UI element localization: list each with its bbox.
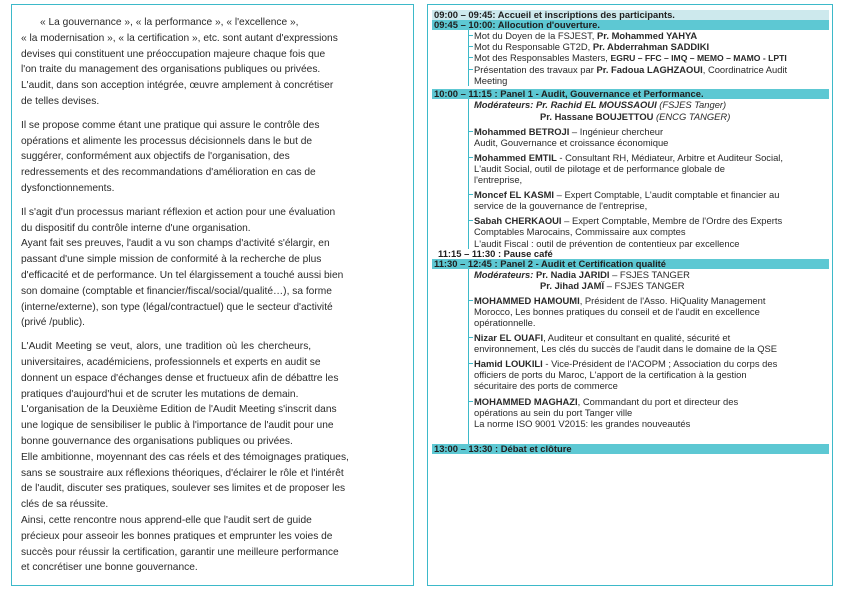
speaker-name: Hamid LOUKILI — [474, 358, 543, 370]
opening-item — [474, 30, 829, 41]
panel-1-moderators: Modérateurs: Pr. Rachid EL MOUSSAOUI (FSJES Tanger) — [474, 99, 727, 111]
speaker-topic: Comptables Marocains, Commissaire aux comptes — [474, 226, 686, 238]
speaker-entry — [474, 189, 829, 200]
speaker-topic: sécuritaire des ports de commerce — [474, 380, 618, 392]
intro-line: passant d'une simple mission de conformité à la recherche de plus — [21, 254, 322, 266]
speaker-topic: officiers de ports du Maroc, L'apport de la certification à la gestion — [474, 369, 747, 381]
opening-item-text: Présentation des travaux par — [474, 64, 597, 76]
panel-2-speakers — [474, 295, 829, 429]
opening-item — [474, 52, 829, 64]
opening-item-name: Pr. Fadoua LAGHZAOUI — [596, 64, 703, 76]
intro-line: sans se soustraire aux réflexions théoriques, d'éclairer le rôle et l'intérêt — [21, 467, 344, 479]
intro-line: de l'audit, discuter ses pratiques, soulever ses limites et de proposer les — [21, 483, 346, 495]
intro-paragraph — [21, 205, 405, 331]
intro-line: « La gouvernance », « la performance », « l'excellence », — [40, 17, 299, 28]
agenda-closing: 13:00 – 13:30 : Débat et clôture — [432, 444, 829, 454]
introduction-column — [11, 4, 414, 586]
speaker-topic: Morocco, Les bonnes pratiques du conseil et de l'audit en excellence — [474, 305, 760, 317]
speaker-name: MOHAMMED MAGHAZI — [474, 395, 578, 407]
agenda-welcome: 09:00 – 09:45: Accueil et inscriptions des participants. — [432, 10, 829, 20]
intro-line: Ayant fait ses preuves, l'audit a vu son champs d'activité s'élargir, en — [21, 238, 330, 250]
intro-line: bonne gouvernance des organisations publiques ou privées. — [21, 435, 293, 447]
panel-2-spacer — [474, 429, 829, 444]
opening-item — [474, 64, 829, 75]
intro-line: opérations et alimente les processus décisionnels dans le but de — [21, 135, 313, 147]
opening-item-role: , Coordinatrice Audit — [702, 64, 788, 76]
intro-line: succès pour réussir la certification, garantir une meilleure performance — [21, 546, 339, 558]
agenda-panel-2: 11:30 – 12:45 : Panel 2 - Audit et Certification qualité — [432, 259, 829, 269]
opening-item-name: EGRU – FFC – IMQ – MEMO – MAMO - LPTI — [610, 53, 787, 64]
speaker-topic: opérationnelle. — [474, 316, 536, 328]
intro-line: pratiques d'aujourd'hui et de scruter les mutations de demain. — [21, 388, 299, 400]
speaker-entry — [474, 295, 829, 306]
intro-line: L'audit, dans son acception intégrée, œuvre amplement à concrétiser — [21, 80, 334, 92]
opening-item — [474, 41, 829, 52]
intro-line: L'organisation de la Deuxième Edition de l'Audit Meeting s'inscrit dans — [21, 404, 337, 416]
intro-line: précieux pour asseoir les bonnes pratiques et emprunter les voies de — [21, 530, 333, 542]
opening-item-continued: Meeting — [474, 75, 508, 87]
speaker-topic: service de la gouvernance de l'entreprise, — [474, 200, 648, 212]
speaker-entry — [474, 126, 829, 137]
speaker-role: – Ingénieur chercheur — [569, 125, 664, 137]
opening-items — [468, 30, 829, 86]
opening-item-name: Pr. Abderrahman SADDIKI — [592, 41, 710, 53]
panel-2-moderators: Modérateurs: Pr. Nadia JARIDI – FSJES TANGER — [474, 268, 690, 280]
intro-paragraph — [21, 118, 405, 197]
intro-line: devises qui constituent une préoccupation majeure chaque fois que — [21, 48, 326, 60]
intro-paragraph — [21, 339, 405, 576]
speaker-topic: L'audit Social, outil de pilotage et de performance globale de — [474, 162, 725, 174]
speaker-name: Mohammed BETROJI — [474, 125, 570, 137]
opening-item-text: Mot du Responsable GT2D, — [474, 41, 593, 53]
speaker-role: - Consultant RH, Médiateur, Arbitre et Auditeur Social, — [556, 151, 783, 163]
panel-2-items — [468, 269, 829, 444]
intro-paragraph — [21, 15, 405, 110]
intro-line: Elle ambitionne, moyennant des cas réels et des témoignages pratiques, — [21, 451, 349, 463]
intro-line: de telles devises. — [21, 95, 100, 107]
speaker-entry — [474, 152, 829, 163]
agenda-opening: 09:45 – 10:00: Allocution d'ouverture. — [432, 20, 829, 30]
speaker-role: – Expert Comptable, Membre de l'Ordre des Experts — [561, 215, 783, 227]
intro-line: (interne/externe), son type (légal/contractuel) que le secteur d'activité — [21, 301, 333, 313]
intro-line: Il se propose comme étant une pratique qui assure le contrôle des — [21, 119, 320, 131]
speaker-entry — [474, 358, 829, 369]
speaker-topic: La norme ISO 9001 V2015: les grandes nouveautés — [474, 417, 691, 429]
opening-item-text: Mot du Doyen de la FSJEST, — [474, 30, 597, 41]
agenda-panel-1: 10:00 – 11:15 : Panel 1 - Audit, Gouvernance et Performance. — [432, 89, 829, 99]
intro-line: Ainsi, cette rencontre nous apprend-elle que l'audit sert de guide — [21, 514, 312, 526]
intro-line: Il s'agit d'un processus mariant réflexion et action pour une évaluation — [21, 206, 336, 218]
speaker-entry — [474, 215, 829, 226]
intro-line: suggérer, conformément aux objectifs de l'organisation, des — [21, 151, 290, 163]
speaker-topic: l'entreprise, — [474, 174, 523, 186]
speaker-role: - Vice-Président de l'ACOPM ; Association du corps des — [542, 358, 778, 370]
intro-line: L'Audit Meeting se veut, alors, une tradition où les chercheurs, — [21, 341, 312, 353]
intro-line: (privé /public). — [21, 317, 85, 329]
speaker-role: , Commandant du port et directeur des — [577, 395, 739, 407]
speaker-topic: opérations au sein du port Tanger ville — [474, 406, 633, 418]
intro-line: du dispositif du contrôle interne d'une organisation. — [21, 222, 251, 234]
speaker-name: Mohammed EMTIL — [474, 151, 557, 163]
speaker-topic: Audit, Gouvernance et croissance économique — [474, 136, 669, 148]
intro-line: l'on traite du management des organisations publiques ou privées. — [21, 64, 321, 76]
speaker-entry — [474, 396, 829, 407]
intro-line: universitaires, académiciens, professionnels et experts en audit se — [21, 356, 321, 368]
speaker-name: Sabah CHERKAOUI — [474, 215, 562, 227]
speaker-role: , Auditeur et consultant en qualité, sécurité et — [543, 332, 731, 344]
intro-line: et concrétiser une bonne gouvernance. — [21, 562, 198, 574]
intro-line: redressements et des recommandations d'amélioration en cas de — [21, 167, 316, 179]
intro-line: « la modernisation », « la certification », etc. sont autant d'expressions — [21, 32, 338, 44]
panel-1-items — [468, 99, 829, 248]
speaker-role: , Président de l'Asso. HiQuality Management — [579, 294, 766, 306]
speaker-topic: L'audit Fiscal : outil de prévention de contentieux par excellence — [474, 237, 740, 249]
panel-2-moderator-2: Pr. Jihad JAMÏ – FSJES TANGER — [540, 279, 685, 291]
speaker-name: MOHAMMED HAMOUMI — [474, 294, 580, 306]
intro-line: dysfonctionnements. — [21, 182, 115, 194]
panel-1-speakers — [474, 126, 829, 249]
opening-item-text: Mot des Responsables Masters, — [474, 52, 611, 64]
agenda-pause: 11:15 – 11:30 : Pause café — [438, 247, 553, 259]
intro-line: donnent un espace d'échanges dense et fructueux afin de débattre les — [21, 372, 339, 384]
intro-line: une logique de sensibiliser le public à l'importance de l'audit pour une — [21, 420, 334, 432]
speaker-role: – Expert Comptable, L'audit comptable et financier au — [554, 189, 780, 201]
panel-1-moderator-2: Pr. Hassane BOUJETTOU (ENCG TANGER) — [540, 110, 731, 122]
intro-line: son domaine (comptable et financier/fiscal/social/qualité…), sa forme — [21, 285, 332, 297]
intro-line: clés de sa réussite. — [21, 499, 109, 511]
speaker-topic: environnement, Les clés du succès de l'audit dans le domaine de la QSE — [474, 343, 778, 355]
opening-item-name: Pr. Mohammed YAHYA — [596, 30, 698, 41]
speaker-name: Moncef EL KASMI — [474, 189, 555, 201]
intro-line: d'efficacité et de performance. Un tel élargissement a touché aussi bien — [21, 269, 344, 281]
speaker-entry — [474, 332, 829, 343]
speaker-name: Nizar EL OUAFI — [474, 332, 544, 344]
program-column — [427, 4, 833, 586]
